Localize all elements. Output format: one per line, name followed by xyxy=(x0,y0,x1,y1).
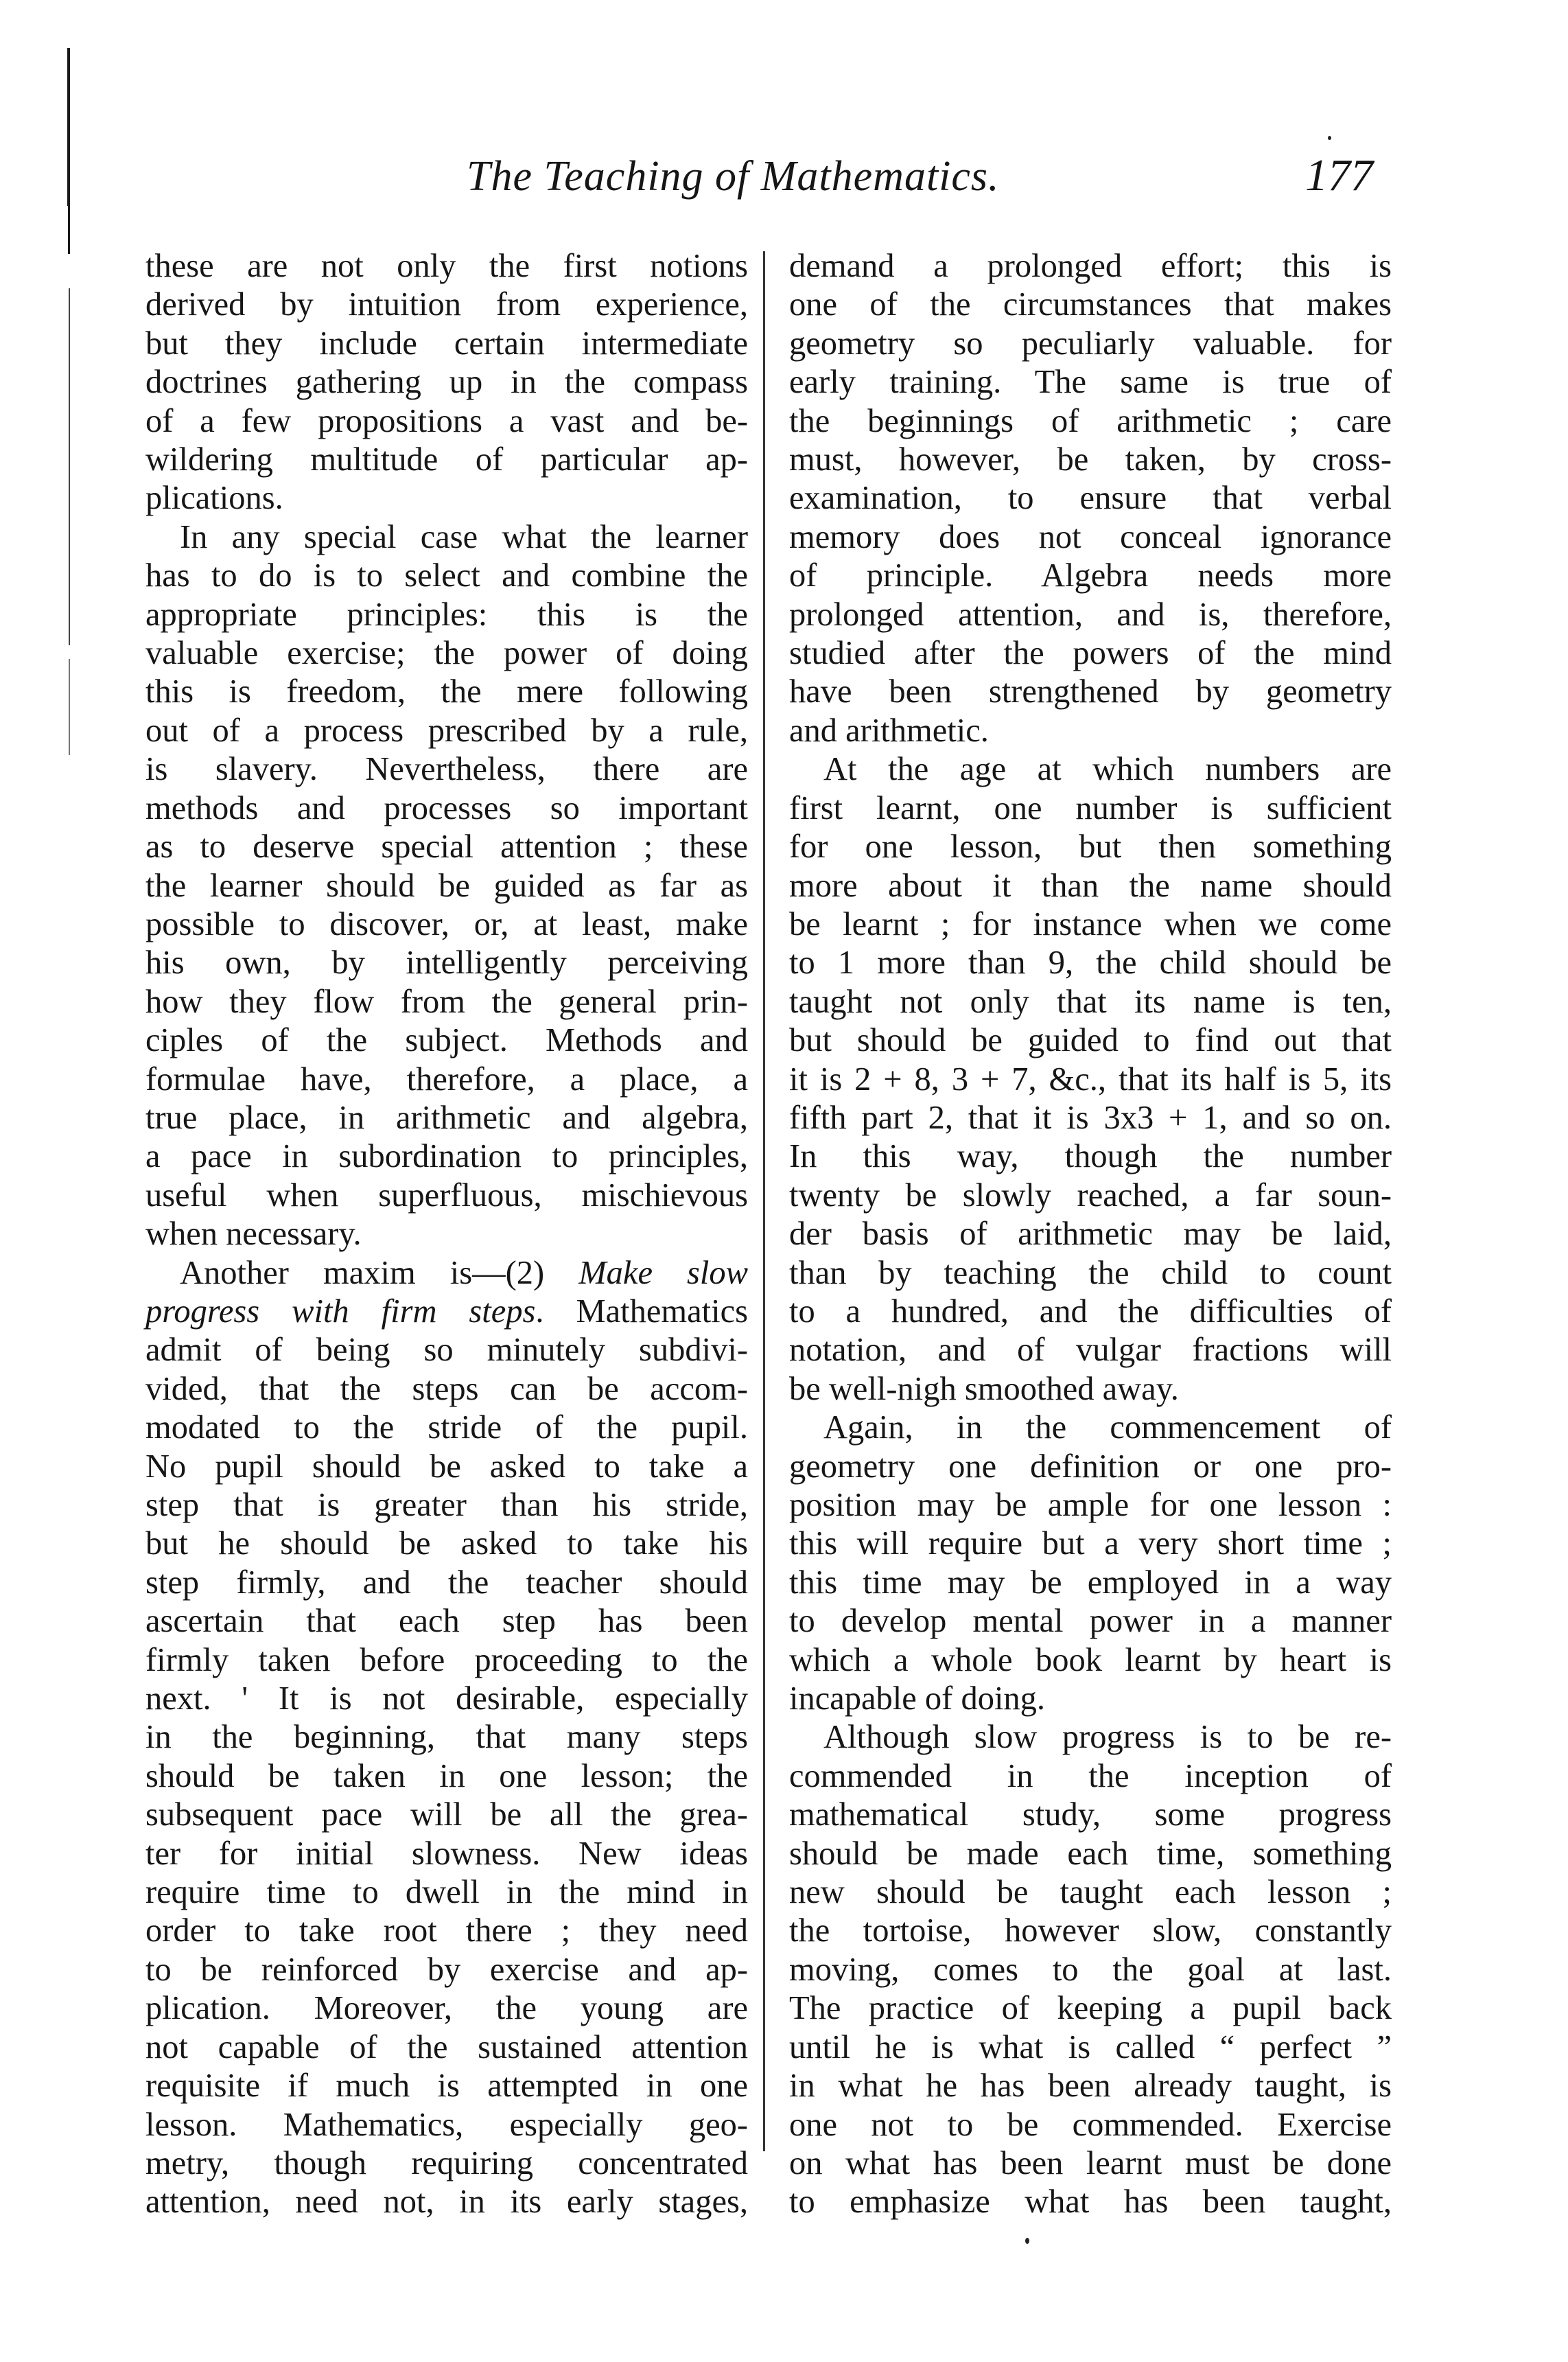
text-line: first learnt, one number is sufficient xyxy=(789,789,1392,826)
text-line: plication. Moreover, the young are xyxy=(145,1990,748,2027)
text-line: should be taken in one lesson; the xyxy=(145,1757,748,1794)
text-line: must, however, be taken, by cross- xyxy=(789,441,1392,478)
text-line: At the age at which numbers are xyxy=(823,751,1392,788)
text-line: firmly taken before proceeding to the xyxy=(145,1641,748,1678)
text-line: taught not only that its name is ten, xyxy=(789,983,1392,1020)
text-line: In any special case what the learner xyxy=(180,518,748,555)
text-line: the learner should be guided as far as xyxy=(145,867,748,904)
text-line: twenty be slowly reached, a far soun- xyxy=(789,1177,1392,1214)
ink-speck xyxy=(1328,136,1331,140)
text-line: vided, that the steps can be accom- xyxy=(145,1370,748,1407)
binding-edge-mark xyxy=(69,659,70,755)
text-line: new should be taught each lesson ; xyxy=(789,1874,1392,1911)
text-line: subsequent pace will be all the grea- xyxy=(145,1796,748,1833)
binding-edge-mark xyxy=(67,48,70,206)
text-line: until he is what is called “ perfect ” xyxy=(789,2028,1392,2065)
text-line: when necessary. xyxy=(145,1216,362,1253)
text-line: metry, though requiring concentrated xyxy=(145,2144,748,2181)
text-line: geometry so peculiarly valuable. for xyxy=(789,325,1392,362)
text-line: incapable of doing. xyxy=(789,1680,1046,1717)
text-line: attention, need not, in its early stages, xyxy=(145,2184,748,2221)
text-line: than by teaching the child to count xyxy=(789,1254,1392,1291)
page-number: 177 xyxy=(1305,150,1373,200)
right-column xyxy=(789,247,1392,2222)
text-line: plications. xyxy=(145,480,283,517)
binding-edge-mark xyxy=(69,288,70,645)
text-line: require time to dwell in the mind in xyxy=(145,1874,748,1911)
text-line: Again, in the commencement of xyxy=(823,1409,1392,1446)
ink-speck xyxy=(1025,2238,1029,2244)
text-line: memory does not conceal ignorance xyxy=(789,518,1392,555)
text-line: notation, and of vulgar fractions will xyxy=(789,1332,1392,1369)
text-line: to 1 more than 9, the child should be xyxy=(789,945,1392,982)
text-line: The practice of keeping a pupil back xyxy=(789,1990,1392,2027)
text-line: this will require but a very short time ; xyxy=(789,1525,1392,1562)
text-line: to be reinforced by exercise and ap- xyxy=(145,1951,748,1988)
text-line: to develop mental power in a manner xyxy=(789,1603,1392,1640)
text-line: one not to be commended. Exercise xyxy=(789,2106,1392,2143)
text-line: valuable exercise; the power of doing xyxy=(145,635,748,672)
text-line: for one lesson, but then something xyxy=(789,829,1392,866)
text-line: to a hundred, and the difficulties of xyxy=(789,1293,1392,1330)
text-line: the tortoise, however slow, constantly xyxy=(789,1912,1392,1949)
text-line: Although slow progress is to be re- xyxy=(823,1719,1392,1756)
text-line: it is 2 + 8, 3 + 7, &c., that its half is 5, its xyxy=(789,1061,1392,1098)
text-line: requisite if much is attempted in one xyxy=(145,2068,748,2105)
text-line: geometry one definition or one pro- xyxy=(789,1448,1392,1485)
text-line: but he should be asked to take his xyxy=(145,1525,748,1562)
text-line: how they flow from the general prin- xyxy=(145,983,748,1020)
text-line: should be made each time, something xyxy=(789,1835,1392,1872)
text-line: to emphasize what has been taught, xyxy=(789,2184,1392,2221)
text-line: progress with firm steps. Mathematics xyxy=(145,1293,748,1330)
text-line: which a whole book learnt by heart is xyxy=(789,1641,1392,1678)
text-line: No pupil should be asked to take a xyxy=(145,1448,748,1485)
text-line: the beginnings of arithmetic ; care xyxy=(789,402,1392,439)
text-line: ciples of the subject. Methods and xyxy=(145,1022,748,1059)
text-line: der basis of arithmetic may be laid, xyxy=(789,1216,1392,1253)
text-line: Another maxim is—(2) Make slow xyxy=(180,1254,748,1291)
text-line: more about it than the name should xyxy=(789,867,1392,904)
text-line: one of the circumstances that makes xyxy=(789,286,1392,323)
left-column xyxy=(145,247,748,2222)
text-line: not capable of the sustained attention xyxy=(145,2028,748,2065)
text-line: studied after the powers of the mind xyxy=(789,635,1392,672)
text-line: is slavery. Nevertheless, there are xyxy=(145,751,748,788)
text-line: step firmly, and the teacher should xyxy=(145,1564,748,1601)
text-line: wildering multitude of particular ap- xyxy=(145,441,748,478)
text-line: doctrines gathering up in the compass xyxy=(145,364,748,401)
text-line: formulae have, therefore, a place, a xyxy=(145,1061,748,1098)
text-line: possible to discover, or, at least, make xyxy=(145,905,748,942)
text-line: have been strengthened by geometry xyxy=(789,673,1392,710)
binding-edge-mark xyxy=(68,206,70,254)
text-line: but they include certain intermediate xyxy=(145,325,748,362)
text-line: prolonged attention, and is, therefore, xyxy=(789,596,1392,633)
text-line: methods and processes so important xyxy=(145,789,748,826)
text-line: true place, in arithmetic and algebra, xyxy=(145,1099,748,1136)
text-line: moving, comes to the goal at last. xyxy=(789,1951,1392,1988)
text-line: as to deserve special attention ; these xyxy=(145,829,748,866)
text-line: fifth part 2, that it is 3x3 + 1, and so on. xyxy=(789,1099,1392,1136)
text-line: out of a process prescribed by a rule, xyxy=(145,712,748,749)
text-line: lesson. Mathematics, especially geo- xyxy=(145,2106,748,2143)
text-line: examination, to ensure that verbal xyxy=(789,480,1392,517)
text-line: his own, by intelligently perceiving xyxy=(145,945,748,982)
text-line: and arithmetic. xyxy=(789,712,989,749)
text-line: but should be guided to find out that xyxy=(789,1022,1392,1059)
text-line: mathematical study, some progress xyxy=(789,1796,1392,1833)
text-line: early training. The same is true of xyxy=(789,364,1392,401)
text-line: order to take root there ; they need xyxy=(145,1912,748,1949)
text-line: ascertain that each step has been xyxy=(145,1603,748,1640)
text-line: of principle. Algebra needs more xyxy=(789,557,1392,594)
running-head: The Teaching of Mathematics. xyxy=(467,153,1000,200)
column-divider xyxy=(763,251,765,2151)
text-line: this time may be employed in a way xyxy=(789,1564,1392,1601)
text-line: step that is greater than his stride, xyxy=(145,1487,748,1523)
text-line: derived by intuition from experience, xyxy=(145,286,748,323)
text-line: commended in the inception of xyxy=(789,1757,1392,1794)
text-line: useful when superfluous, mischievous xyxy=(145,1177,748,1214)
text-line: this is freedom, the mere following xyxy=(145,673,748,710)
text-line: of a few propositions a vast and be- xyxy=(145,402,748,439)
text-line: be learnt ; for instance when we come xyxy=(789,905,1392,942)
text-line: position may be ample for one lesson : xyxy=(789,1487,1392,1523)
text-line: these are not only the first notions xyxy=(145,248,748,284)
text-line: be well-nigh smoothed away. xyxy=(789,1370,1179,1407)
text-line: modated to the stride of the pupil. xyxy=(145,1409,748,1446)
text-line: admit of being so minutely subdivi- xyxy=(145,1332,748,1369)
text-line: a pace in subordination to principles, xyxy=(145,1138,748,1175)
text-line: next. ' It is not desirable, especially xyxy=(145,1680,748,1717)
text-line: demand a prolonged effort; this is xyxy=(789,248,1392,284)
text-line: has to do is to select and combine the xyxy=(145,557,748,594)
text-line: in what he has been already taught, is xyxy=(789,2068,1392,2105)
text-line: ter for initial slowness. New ideas xyxy=(145,1835,748,1872)
text-line: appropriate principles: this is the xyxy=(145,596,748,633)
text-line: on what has been learnt must be done xyxy=(789,2144,1392,2181)
text-line: in the beginning, that many steps xyxy=(145,1719,748,1756)
text-line: In this way, though the number xyxy=(789,1138,1392,1175)
